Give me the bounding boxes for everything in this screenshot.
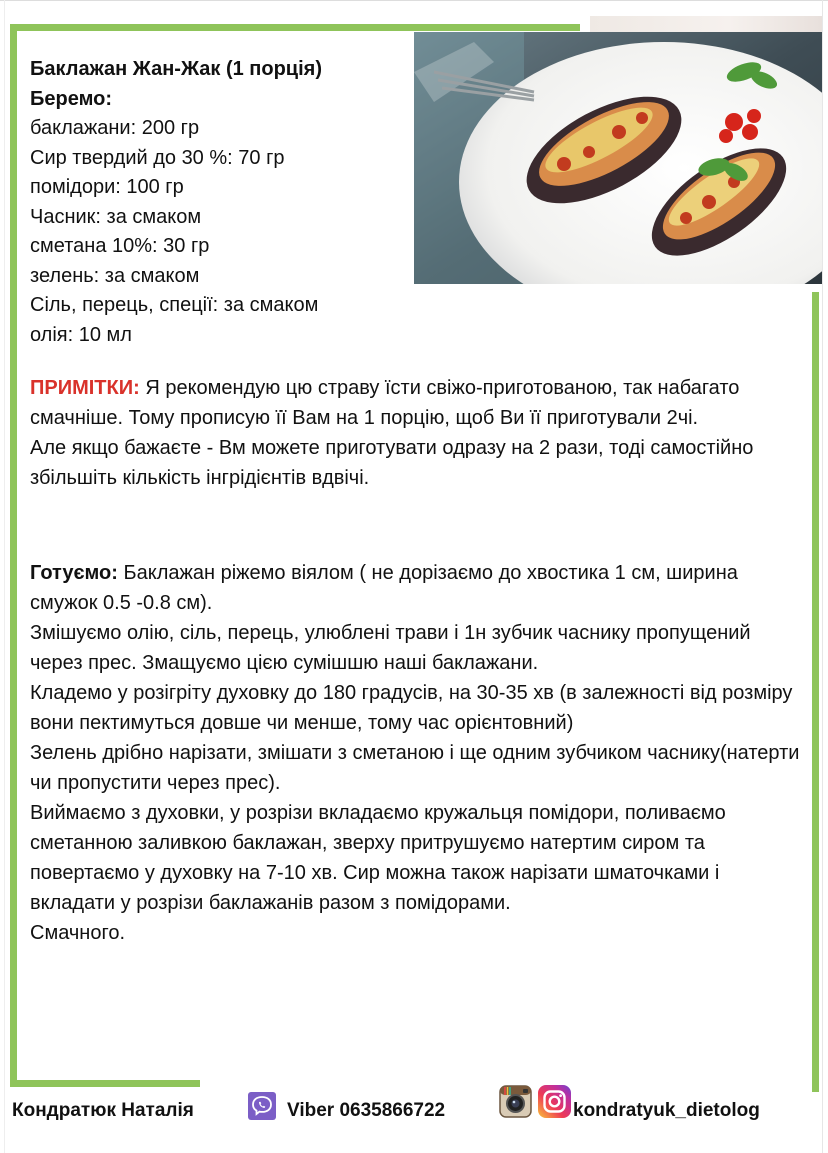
viber-contact: Viber 0635866722 — [287, 1100, 446, 1121]
right-hairline — [822, 0, 823, 1153]
author-name: Кондратюк Наталія — [12, 1100, 194, 1121]
photo-top-strip — [590, 16, 822, 32]
ingredient-item: Часник: за смаком — [30, 205, 202, 228]
left-hairline — [4, 0, 5, 1153]
instagram-icon — [538, 1085, 571, 1118]
ingredient-item: баклажани: 200 гр — [30, 117, 200, 139]
method-block — [30, 558, 805, 948]
recipe-title: Баклажан Жан-Жак (1 порція) — [30, 58, 322, 80]
method-intro — [30, 558, 805, 618]
frame-right-bar — [812, 292, 819, 1092]
method-step: Зелень дрібно нарізати, змішати з сметаною і ще одним зубчиком часнику(натерти чи пропустити через прес). — [30, 742, 800, 794]
frame-left-bar — [10, 24, 17, 1086]
ingredient-item: олія: 10 мл — [30, 323, 132, 346]
viber-icon — [248, 1092, 276, 1120]
notes-block — [30, 373, 805, 493]
top-hairline — [0, 0, 828, 1]
dish-photo — [414, 32, 822, 284]
method-step: Змішуємо олію, сіль, перець, улюблені трави і 1н зубчик часнику пропущений через прес. Змащуємо цією сумішшю наші баклажани. — [30, 622, 751, 674]
footer — [12, 1088, 822, 1132]
method-closing: Смачного. — [30, 922, 125, 944]
method-label: Готуємо: — [30, 562, 118, 584]
notes-paragraph-2: Але якщо бажаєте - Вм можете приготувати одразу на 2 рази, тоді самостійно збільшіть кількість інгрідієнтів вдвічі. — [30, 437, 754, 489]
ingredient-item: Сіль, перець, спеції: за смаком — [30, 294, 319, 316]
ingredient-item: Сир твердий до 30 %: 70 гр — [30, 146, 285, 169]
notes-label: ПРИМІТКИ: — [30, 377, 140, 399]
camera-icon — [499, 1085, 532, 1118]
instagram-handle: kondratyuk_dietolog — [573, 1100, 760, 1121]
method-intro-text: Баклажан ріжемо віялом ( не дорізаємо до хвостика 1 см, ширина смужок 0.5 -0.8 см). — [30, 562, 738, 614]
notes-paragraph — [30, 373, 805, 433]
method-step: Виймаємо з духовки, у розрізи вкладаємо кружальця помідори, поливаємо сметанною заливкою баклажан, зверху притрушуємо натертим сиром та повертаємо у духовку на 7-10 хв. Сир можна також нарізати шматочками і вкладати у розрізи баклажанів разом з помідорами. — [30, 802, 726, 914]
method-step: Кладемо у розігріту духовку до 180 градусів, на 30-35 хв (в залежності від розміру вони пектимуться довше чи менше, тому час орієнтовний) — [30, 682, 793, 734]
ingredients-heading: Беремо: — [30, 87, 112, 110]
ingredient-item: помідори: 100 гр — [30, 176, 184, 198]
frame-top-bar — [10, 24, 580, 31]
ingredients-block — [30, 55, 410, 350]
frame-bottom-bar — [10, 1080, 200, 1087]
ingredient-item: сметана 10%: 30 гр — [30, 235, 210, 257]
ingredient-item: зелень: за смаком — [30, 264, 200, 287]
notes-text: Я рекомендую цю страву їсти свіжо-приготованою, так набагато смачніше. Тому прописую її Вам на 1 порцію, щоб Ви її приготували 2чі. — [30, 377, 740, 429]
